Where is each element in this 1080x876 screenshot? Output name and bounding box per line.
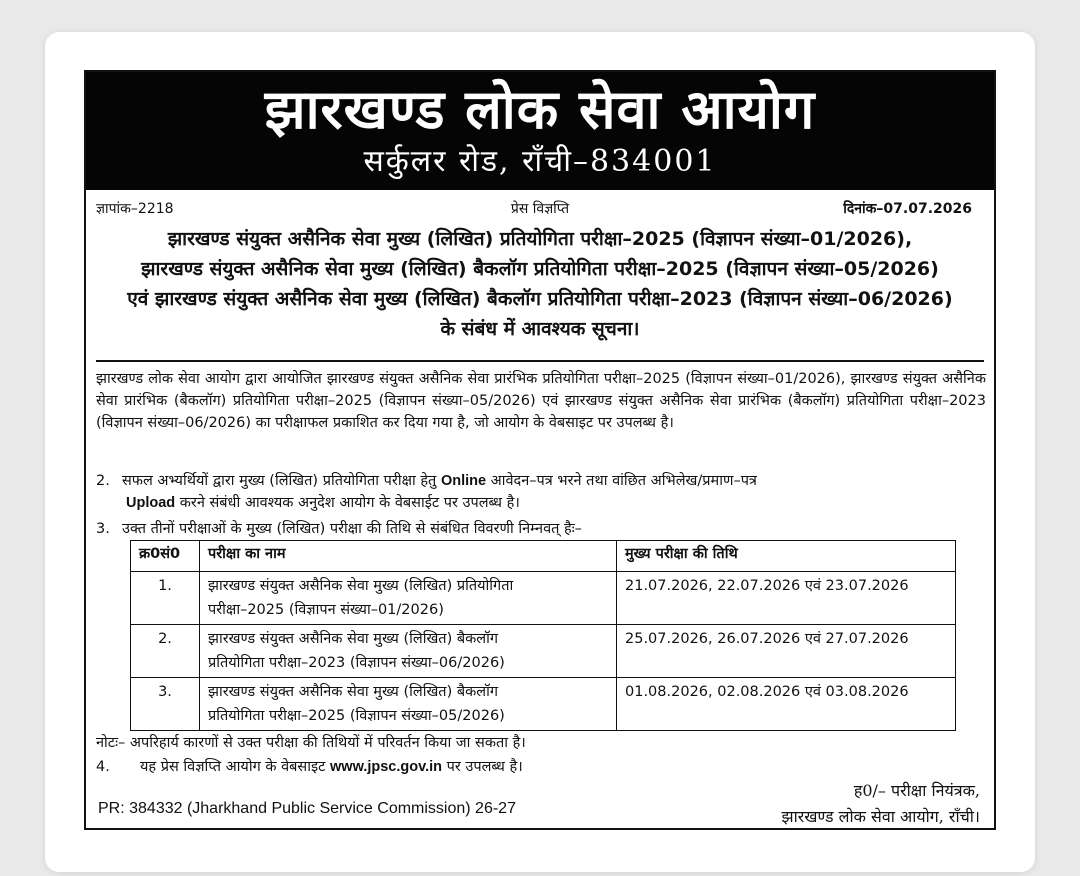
subject-line: झारखण्ड संयुक्त असैनिक सेवा मुख्य (लिखित) बैकलॉग प्रतियोगिता परीक्षा–2025 (विज्ञापन संख्या–05/2026) — [141, 258, 939, 280]
exam-name-line: झारखण्ड संयुक्त असैनिक सेवा मुख्य (लिखित) प्रतियोगिता — [208, 578, 514, 594]
column-header-exam-date: मुख्य परीक्षा की तिथि — [617, 541, 956, 572]
table-header-row — [131, 541, 956, 572]
commission-title: झारखण्ड लोक सेवा आयोग — [264, 78, 816, 141]
divider — [96, 360, 984, 362]
commission-address: सर्कुलर रोड, राँची–834001 — [363, 144, 717, 179]
exam-date-cell: 25.07.2026, 26.07.2026 एवं 27.07.2026 — [617, 625, 956, 678]
signature-line: ह0/– परीक्षा नियंत्रक, — [853, 781, 980, 800]
paragraph-text: उक्त तीनों परीक्षाओं के मुख्य (लिखित) परीक्षा की तिथि से संबंधित विवरणी निम्नवत् हैः– — [122, 521, 582, 537]
column-header-exam-name: परीक्षा का नाम — [200, 541, 617, 572]
note-text: नोटः– अपरिहार्य कारणों से उक्त परीक्षा की तिथियों में परिवर्तन किया जा सकता है। — [96, 735, 526, 751]
table-row — [131, 625, 956, 678]
exam-name-line: झारखण्ड संयुक्त असैनिक सेवा मुख्य (लिखित) बैकलॉग — [208, 631, 499, 647]
exam-name-line: प्रतियोगिता परीक्षा–2025 (विज्ञापन संख्या–05/2026) — [208, 708, 505, 724]
paragraph-number: 4. — [96, 759, 110, 775]
paragraph-1: झारखण्ड लोक सेवा आयोग द्वारा आयोजित झारखण्ड संयुक्त असैनिक सेवा प्रारंभिक प्रतियोगिता परीक्षा–2025 (विज्ञापन संख्या–01/2026), झारखण्ड संयुक्त असैनिक सेवा प्रारंभिक (बैकलॉग) प्रतियोगिता परीक्षा–2025 (विज्ञापन संख्या–05/2026) एवं झारखण्ड संयुक्त असैनिक सेवा प्रारंभिक (बैकलॉग) प्रतियोगिता परीक्षा–2023 (विज्ञापन संख्या–06/2026) का परीक्षाफल प्रकाशित कर दिया गया है, जो आयोग के वेबसाइट पर उपलब्ध है। — [96, 371, 986, 431]
exam-name-line: झारखण्ड संयुक्त असैनिक सेवा मुख्य (लिखित) बैकलॉग — [208, 684, 499, 700]
document-type: प्रेस विज्ञप्ति — [510, 201, 570, 217]
paragraph-2 — [96, 470, 986, 514]
serial-cell: 3. — [131, 678, 200, 731]
signature-block — [782, 778, 980, 830]
subject-line: झारखण्ड संयुक्त असैनिक सेवा मुख्य (लिखित) प्रतियोगिता परीक्षा–2025 (विज्ञापन संख्या–01/2026), — [167, 228, 913, 250]
paragraph-number: 2. — [96, 473, 110, 489]
serial-cell: 1. — [131, 572, 200, 625]
paragraph-text: सफल अभ्यर्थियों द्वारा मुख्य (लिखित) प्रतियोगिता परीक्षा हेतु — [122, 473, 437, 489]
exam-name-cell — [200, 572, 617, 625]
paragraph-3 — [96, 518, 986, 540]
exam-date-cell: 01.08.2026, 02.08.2026 एवं 03.08.2026 — [617, 678, 956, 731]
reference-number: ज्ञापांक–2218 — [96, 201, 174, 217]
upload-keyword: Upload — [126, 495, 176, 511]
exam-name-line: परीक्षा–2025 (विज्ञापन संख्या–01/2026) — [208, 602, 444, 618]
issue-date: दिनांक–07.07.2026 — [843, 201, 972, 217]
serial-cell: 2. — [131, 625, 200, 678]
paragraph-4 — [96, 756, 523, 778]
online-keyword: Online — [440, 473, 487, 489]
paragraph-text: आवेदन–पत्र भरने तथा वांछित अभिलेख/प्रमाण–पत्र — [490, 473, 757, 489]
masthead — [86, 72, 994, 190]
exam-date-cell: 21.07.2026, 22.07.2026 एवं 23.07.2026 — [617, 572, 956, 625]
column-header-serial: क्र0सं0 — [131, 541, 200, 572]
pr-code: PR: 384332 (Jharkhand Public Service Commission) 26-27 — [98, 800, 516, 817]
subject-line: के संबंध में आवश्यक सूचना। — [440, 318, 640, 340]
exam-schedule-table — [130, 540, 956, 731]
table-row — [131, 678, 956, 731]
press-release-notice — [84, 70, 996, 830]
exam-name-cell — [200, 625, 617, 678]
paragraph-text: यह प्रेस विज्ञप्ति आयोग के वेबसाइट — [140, 759, 326, 775]
paragraph-number: 3. — [96, 521, 110, 537]
website-url: www.jpsc.gov.in — [330, 759, 443, 775]
table-row — [131, 572, 956, 625]
exam-name-line: प्रतियोगिता परीक्षा–2023 (विज्ञापन संख्या–06/2026) — [208, 655, 505, 671]
meta-row — [96, 198, 984, 220]
subject-heading — [86, 224, 994, 344]
paragraph-text: पर उपलब्ध है। — [446, 759, 523, 775]
signature-line: झारखण्ड लोक सेवा आयोग, राँची। — [781, 807, 980, 826]
paragraph-text: करने संबंधी आवश्यक अनुदेश आयोग के वेबसाईट पर उपलब्ध है। — [179, 495, 520, 511]
exam-name-cell — [200, 678, 617, 731]
subject-line: एवं झारखण्ड संयुक्त असैनिक सेवा मुख्य (लिखित) बैकलॉग प्रतियोगिता परीक्षा–2023 (विज्ञापन संख्या–06/2026) — [127, 288, 953, 310]
